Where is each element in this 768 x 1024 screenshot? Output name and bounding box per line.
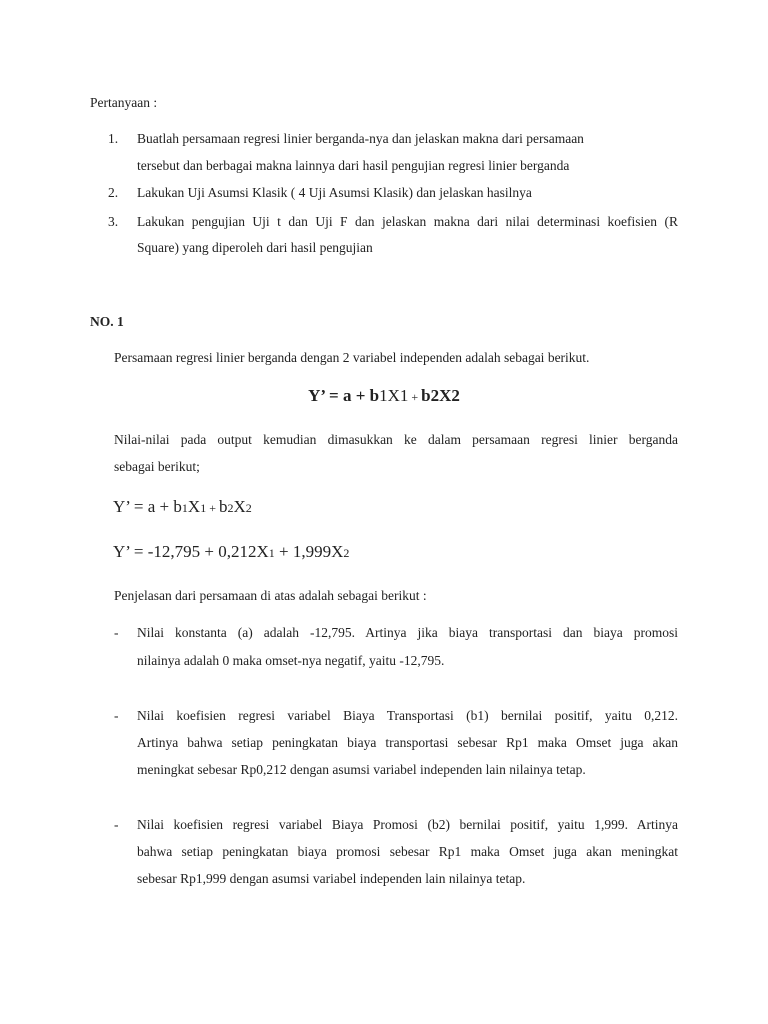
question-line: Lakukan pengujian Uji t dan Uji F dan jelaskan makna dari nilai determinasi koefisien (R	[137, 214, 678, 229]
bullet-line: nilainya adalah 0 maka omset-nya negatif, yaitu -12,795.	[137, 653, 445, 668]
bullet-line: Nilai koefisien regresi variabel Biaya Transportasi (b1) bernilai positif, yaitu 0,212.	[137, 708, 678, 723]
bullet-line: meningkat sebesar Rp0,212 dengan asumsi variabel independen lain nilainya tetap.	[137, 762, 586, 777]
paragraph-line: sebagai berikut;	[114, 459, 200, 474]
equation-main: Y’ = a + b1X1 + b2X2	[308, 386, 460, 405]
question-number: 1.	[108, 131, 119, 146]
bullet-line: sebesar Rp1,999 dengan asumsi variabel independen lain nilainya tetap.	[137, 871, 526, 886]
question-line: tersebut dan berbagai makna lainnya dari hasil pengujian regresi linier berganda	[137, 158, 570, 173]
question-line: Square) yang diperoleh dari hasil pengujian	[137, 240, 373, 255]
question-number: 2.	[108, 185, 119, 200]
paragraph-line: Nilai-nilai pada output kemudian dimasukkan ke dalam persamaan regresi linier berganda	[114, 432, 678, 447]
bullet-line: Nilai koefisien regresi variabel Biaya Promosi (b2) bernilai positif, yaitu 1,999. Artinya	[137, 817, 678, 832]
question-line: Buatlah persamaan regresi linier berganda-nya dan jelaskan makna dari persamaan	[137, 131, 584, 146]
bullet-dash: -	[114, 625, 119, 640]
bullet-line: Nilai konstanta (a) adalah -12,795. Artinya jika biaya transportasi dan biaya promosi	[137, 625, 678, 640]
paragraph: Persamaan regresi linier berganda dengan 2 variabel independen adalah sebagai berikut.	[114, 350, 590, 365]
question-line: Lakukan Uji Asumsi Klasik ( 4 Uji Asumsi Klasik) dan jelaskan hasilnya	[137, 185, 532, 200]
section-heading: NO. 1	[90, 314, 124, 329]
bullet-dash: -	[114, 708, 119, 723]
equation-estimated: Y’ = -12,795 + 0,212X1 + 1,999X2	[113, 542, 350, 561]
bullet-line: Artinya bahwa setiap peningkatan biaya transportasi sebesar Rp1 maka Omset juga akan	[137, 735, 678, 750]
equation-general: Y’ = a + b1X1 + b2X2	[113, 497, 252, 516]
question-number: 3.	[108, 214, 119, 229]
bullet-dash: -	[114, 817, 119, 832]
bullet-line: bahwa setiap peningkatan biaya promosi sebesar Rp1 maka Omset juga akan meningkat	[137, 844, 678, 859]
intro-label: Pertanyaan :	[90, 95, 158, 110]
paragraph: Penjelasan dari persamaan di atas adalah sebagai berikut :	[114, 588, 427, 603]
